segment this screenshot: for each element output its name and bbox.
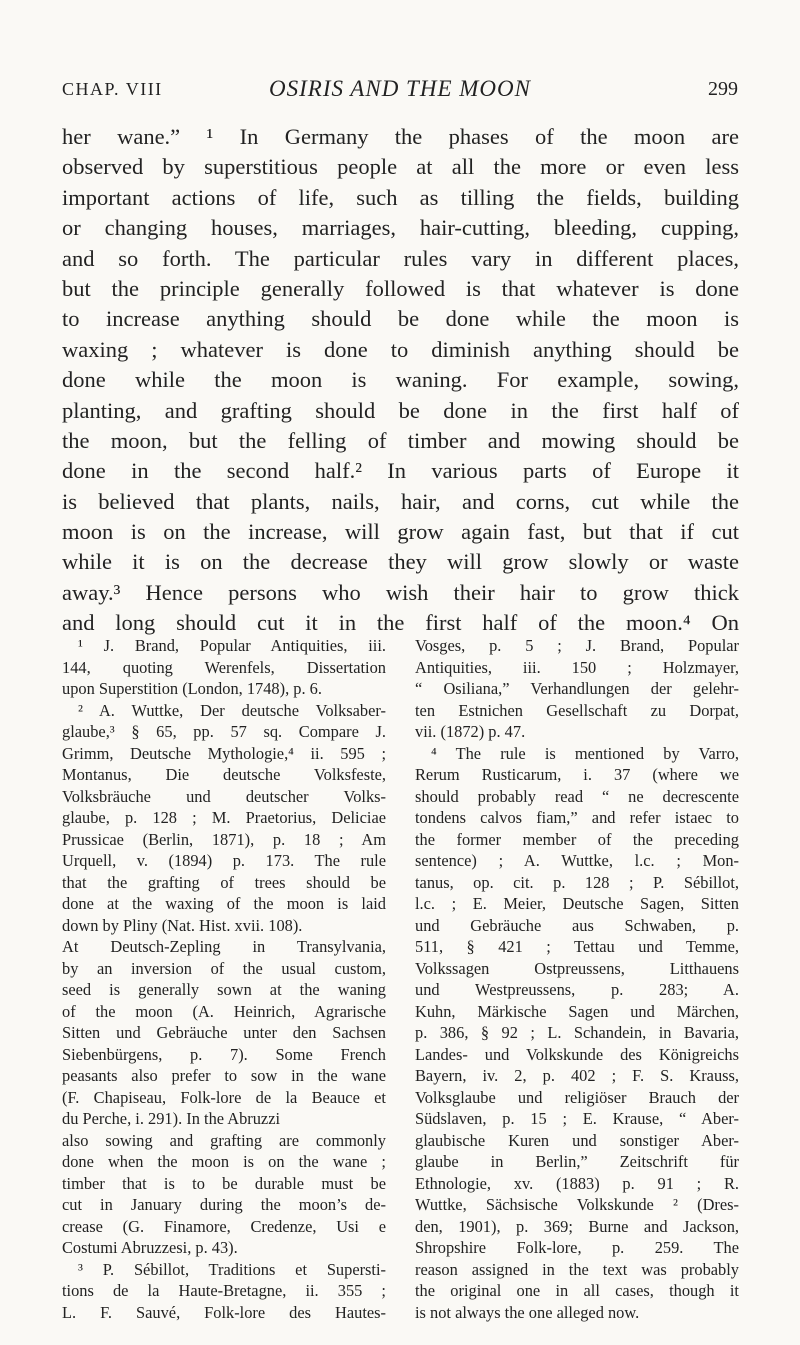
- footnote-line: that the grafting of trees should be: [62, 872, 386, 892]
- footnote-line: crease (G. Finamore, Credenze, Usi e: [62, 1216, 386, 1236]
- footnote-line: by an inversion of the usual custom,: [62, 958, 386, 978]
- footnote-line: Costumi Abruzzesi, p. 43).: [62, 1238, 238, 1257]
- footnote-line: tions de la Haute-Bretagne, ii. 355 ;: [62, 1281, 386, 1300]
- text-line: her wane.” ¹ In Germany the phases of the moon are: [62, 124, 739, 149]
- footnote-line: glaube in Berlin,” Zeitschrift für: [415, 1152, 739, 1171]
- footnote-line: Rerum Rusticarum, i. 37 (where we: [415, 765, 739, 784]
- footnote-line: Bayern, iv. 2, p. 402 ; F. S. Krauss,: [415, 1066, 739, 1085]
- text-line: done in the second half.² In various parts of Europe it: [62, 458, 739, 484]
- footnote-line: Kuhn, Märkische Sagen und Märchen,: [415, 1001, 739, 1021]
- footnote-line: Volksglaube und religiöser Brauch der: [415, 1087, 739, 1107]
- footnote-line: du Perche, i. 291). In the Abruzzi: [62, 1109, 281, 1128]
- footnote-line: Landes- und Volkskunde des Königreichs: [415, 1044, 739, 1064]
- running-head: [62, 74, 738, 104]
- footnote-line: p. 386, § 92 ; L. Schandein, in Bavaria,: [415, 1023, 739, 1042]
- footnote-line: glaube,³ § 65, pp. 57 sq. Compare J.: [62, 722, 386, 741]
- footnote-line: peasants also prefer to sow in the wane: [62, 1066, 386, 1085]
- footnote-line: ³ P. Sébillot, Traditions et Supersti-: [78, 1259, 386, 1279]
- footnote-line: Prussicae (Berlin, 1871), p. 18 ; Am: [62, 829, 386, 849]
- footnote-line: 511, § 421 ; Tettau und Temme,: [415, 937, 739, 956]
- footnote-line: timber that is to be durable must be: [62, 1173, 386, 1193]
- footnote-line: should probably read “ ne decrescente: [415, 786, 739, 806]
- footnote-line: ² A. Wuttke, Der deutsche Volksaber-: [78, 700, 386, 720]
- text-line: done while the moon is waning. For example, sowing,: [62, 367, 739, 393]
- footnote-line: Urquell, v. (1894) p. 173. The rule: [62, 851, 386, 870]
- footnote-line: done at the waxing of the moon is laid: [62, 894, 386, 913]
- footnote-line: vii. (1872) p. 47.: [415, 722, 526, 741]
- footnote-line: ⁴ The rule is mentioned by Varro,: [431, 743, 739, 763]
- text-line: or changing houses, marriages, hair-cutting, bleeding, cupping,: [62, 215, 739, 241]
- footnote-line: tondens calvos fiam,” and refer istaec to: [415, 808, 739, 827]
- main-text: [62, 122, 739, 639]
- footnote-line: Sitten und Gebräuche unter den Sachsen: [62, 1023, 386, 1042]
- footnote-line: (F. Chapiseau, Folk-lore de la Beauce et: [62, 1087, 386, 1107]
- footnote-line: cut in January during the moon’s de-: [62, 1195, 386, 1214]
- footnotes-left-column: [62, 635, 386, 1323]
- text-line: waxing ; whatever is done to diminish anything should be: [62, 336, 739, 362]
- footnote-line: Montanus, Die deutsche Volksfeste,: [62, 765, 386, 784]
- footnote-line: also sowing and grafting are commonly: [62, 1130, 386, 1150]
- footnote-line: Grimm, Deutsche Mythologie,⁴ ii. 595 ;: [62, 743, 386, 763]
- footnote-line: reason assigned in the text was probably: [415, 1259, 739, 1279]
- text-line: and so forth. The particular rules vary in different places,: [62, 245, 739, 271]
- footnote-line: done when the moon is on the wane ;: [62, 1152, 386, 1171]
- footnote-line: down by Pliny (Nat. Hist. xvii. 108).: [62, 915, 303, 935]
- footnote-line: Südslaven, p. 15 ; E. Krause, “ Aber-: [415, 1109, 739, 1128]
- footnote-line: tanus, op. cit. p. 128 ; P. Sébillot,: [415, 872, 739, 892]
- text-line: important actions of life, such as tilling the fields, building: [62, 184, 739, 210]
- text-line: moon is on the increase, will grow again fast, but that if cut: [62, 519, 739, 545]
- footnote-line: the former member of the preceding: [415, 829, 739, 849]
- footnote-line: the original one in all cases, though it: [415, 1281, 739, 1300]
- footnote-line: Shropshire Folk-lore, p. 259. The: [415, 1238, 739, 1257]
- text-line: the moon, but the felling of timber and mowing should be: [62, 427, 739, 453]
- footnote-line: Volkssagen Ostpreussens, Litthauens: [415, 958, 739, 978]
- footnote-line: ten Estnichen Gesellschaft zu Dorpat,: [415, 700, 739, 720]
- text-line: but the principle generally followed is that whatever is done: [62, 275, 739, 301]
- text-line: is believed that plants, nails, hair, and corns, cut while the: [62, 488, 739, 514]
- chapter-label: CHAP. VIII: [62, 79, 163, 99]
- page-number: 299: [708, 78, 738, 100]
- footnote-line: Volksbräuche und deutscher Volks-: [62, 786, 386, 806]
- footnote-line: is not always the one alleged now.: [415, 1302, 640, 1322]
- footnote-line: glaubische Kuren und sonstiger Aber-: [415, 1130, 739, 1150]
- footnote-line: glaube, p. 128 ; M. Praetorius, Deliciae: [62, 808, 386, 827]
- footnote-line: upon Superstition (London, 1748), p. 6.: [62, 679, 322, 698]
- footnote-line: Antiquities, iii. 150 ; Holzmayer,: [415, 657, 739, 677]
- footnote-line: “ Osiliana,” Verhandlungen der gelehr-: [415, 679, 739, 698]
- footnote-line: l.c. ; E. Meier, Deutsche Sagen, Sitten: [415, 894, 739, 913]
- footnote-line: seed is generally sown at the waning: [62, 980, 386, 999]
- text-line: away.³ Hence persons who wish their hair to grow thick: [62, 579, 739, 605]
- text-line: planting, and grafting should be done in the first half of: [62, 397, 739, 423]
- text-line: observed by superstitious people at all the more or even less: [62, 154, 739, 180]
- footnote-line: Wuttke, Sächsische Volkskunde ² (Dres-: [415, 1195, 739, 1214]
- footnote-line: L. F. Sauvé, Folk-lore des Hautes-: [62, 1302, 386, 1322]
- footnote-line: 144, quoting Werenfels, Dissertation: [62, 657, 386, 677]
- footnote-line: Ethnologie, xv. (1883) p. 91 ; R.: [415, 1173, 739, 1193]
- footnote-line: At Deutsch-Zepling in Transylvania,: [62, 937, 386, 956]
- footnote-line: sentence) ; A. Wuttke, l.c. ; Mon-: [415, 851, 739, 870]
- text-line: to increase anything should be done while the moon is: [62, 306, 739, 332]
- footnote-line: ¹ J. Brand, Popular Antiquities, iii.: [78, 636, 386, 655]
- text-line: and long should cut it in the first half of the moon.⁴ On: [62, 610, 739, 636]
- footnote-line: und Gebräuche aus Schwaben, p.: [415, 915, 739, 935]
- footnote-line: Siebenbürgens, p. 7). Some French: [62, 1044, 386, 1064]
- footnotes-right-column: [415, 635, 739, 1323]
- running-title: OSIRIS AND THE MOON: [269, 76, 531, 101]
- footnote-line: of the moon (A. Heinrich, Agrarische: [62, 1001, 386, 1021]
- text-line: while it is on the decrease they will grow slowly or waste: [62, 549, 739, 575]
- footnote-line: Vosges, p. 5 ; J. Brand, Popular: [415, 636, 739, 655]
- footnote-line: den, 1901), p. 369; Burne and Jackson,: [415, 1216, 739, 1236]
- footnote-line: und Westpreussens, p. 283; A.: [415, 980, 739, 999]
